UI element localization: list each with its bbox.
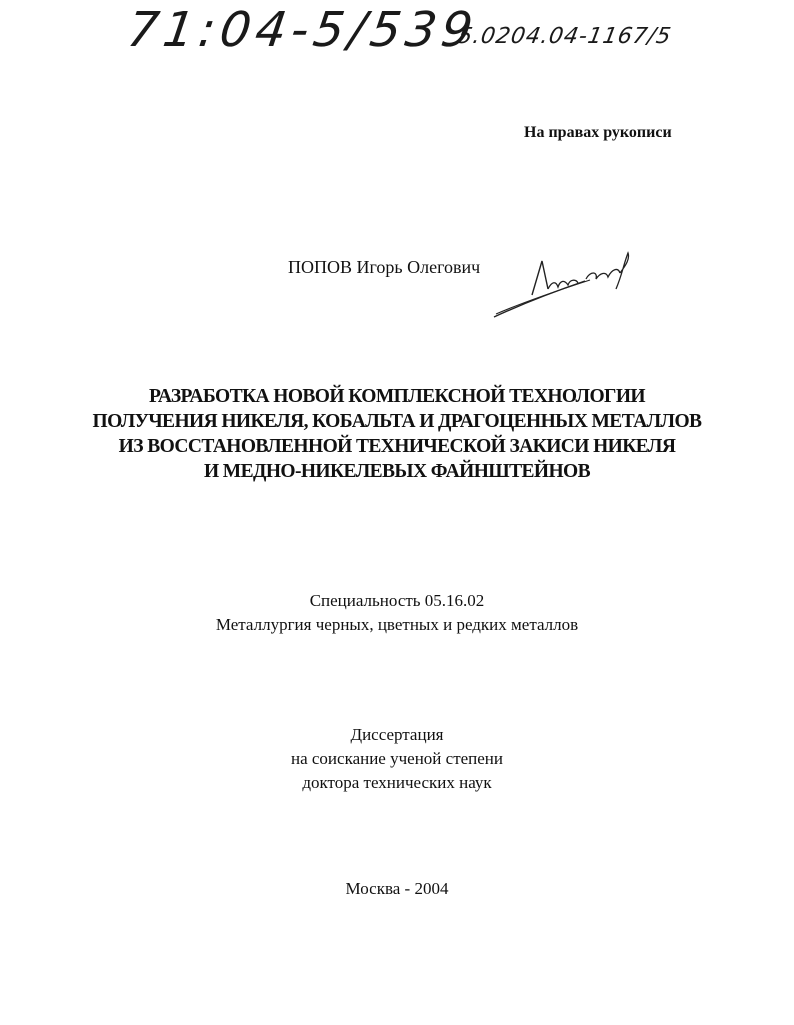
handwritten-secondary-code: 5.0204.04-1167/5 — [455, 24, 674, 49]
handwritten-registration-number: 71:04-5/539 — [124, 2, 481, 58]
dissertation-purpose: на соискание ученой степени — [290, 749, 504, 768]
title-line: РАЗРАБОТКА НОВОЙ КОМПЛЕКСНОЙ ТЕХНОЛОГИИ — [149, 386, 645, 407]
place-year: Москва - 2004 — [345, 879, 449, 898]
title-line: ПОЛУЧЕНИЯ НИКЕЛЯ, КОБАЛЬТА И ДРАГОЦЕННЫХ МЕТАЛЛОВ — [92, 411, 702, 432]
rights-note: На правах рукописи — [524, 124, 672, 141]
dissertation-degree: доктора технических наук — [302, 773, 492, 792]
title-line: ИЗ ВОССТАНОВЛЕННОЙ ТЕХНИЧЕСКОЙ ЗАКИСИ НИКЕЛЯ — [118, 436, 676, 457]
title-line: И МЕДНО-НИКЕЛЕВЫХ ФАЙНШТЕЙНОВ — [203, 461, 591, 482]
dissertation-type: Диссертация — [350, 725, 444, 744]
dissertation-title — [0, 384, 794, 484]
specialty-code: Специальность 05.16.02 — [309, 591, 485, 610]
specialty-block — [0, 589, 794, 637]
signature-image — [490, 245, 640, 325]
author-name: ПОПОВ Игорь Олегович — [288, 257, 481, 277]
dissertation-block — [0, 723, 794, 795]
specialty-name: Металлургия черных, цветных и редких металлов — [215, 615, 579, 634]
